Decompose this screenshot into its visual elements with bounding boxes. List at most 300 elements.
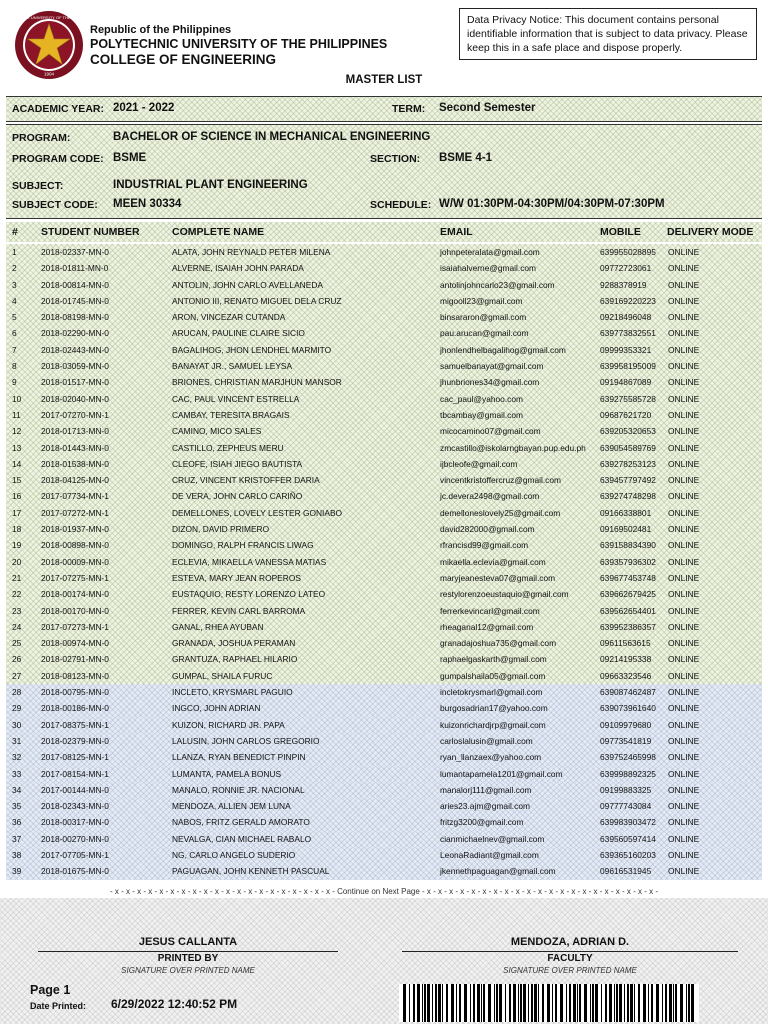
- program-code-label: PROGRAM CODE:: [12, 153, 104, 165]
- page-number: Page 1: [30, 983, 71, 997]
- row-number: 2: [12, 263, 17, 274]
- barcode-bar: [648, 984, 649, 1022]
- delivery-mode: ONLINE: [668, 670, 700, 681]
- student-number: 2018-01811-MN-0: [41, 263, 109, 274]
- barcode-bar: [691, 984, 694, 1022]
- row-number: 8: [12, 361, 17, 372]
- row-number: 31: [12, 735, 22, 746]
- student-email: lumantapamela1201@gmail.com: [440, 768, 563, 779]
- barcode-bar: [675, 984, 677, 1022]
- row-number: 15: [12, 475, 22, 486]
- student-name: MENDOZA, ALLIEN JEM LUNA: [172, 801, 291, 812]
- barcode-bar: [584, 984, 587, 1022]
- barcode-bar: [427, 984, 430, 1022]
- row-number: 26: [12, 654, 22, 665]
- student-name: BAGALIHOG, JHON LENDHEL MARMITO: [172, 344, 332, 355]
- student-mobile: 639560597414: [600, 833, 656, 844]
- signature-caption: SIGNATURE OVER PRINTED NAME: [503, 966, 637, 975]
- institution-header: [90, 24, 387, 68]
- student-number: 2018-01443-MN-0: [41, 442, 109, 453]
- row-number: 24: [12, 621, 22, 632]
- student-email: pau.arucan@gmail.com: [440, 328, 529, 339]
- student-number: 2018-00814-MN-0: [41, 279, 109, 290]
- table-row: [6, 586, 762, 602]
- delivery-mode: ONLINE: [668, 328, 700, 339]
- row-number: 36: [12, 817, 22, 828]
- delivery-mode: ONLINE: [668, 801, 700, 812]
- barcode-bar: [577, 984, 578, 1022]
- row-number: 20: [12, 556, 22, 567]
- delivery-mode: ONLINE: [668, 475, 700, 486]
- barcode-bar: [483, 984, 485, 1022]
- row-number: 7: [12, 344, 17, 355]
- student-number: 2018-02040-MN-0: [41, 393, 109, 404]
- student-name: ALATA, JOHN REYNALD PETER MILENA: [172, 247, 331, 257]
- barcode-bar: [481, 984, 482, 1022]
- table-row: [6, 749, 762, 765]
- row-number: 9: [12, 377, 17, 388]
- row-number: 12: [12, 426, 22, 437]
- section-label: SECTION:: [370, 153, 421, 165]
- student-number: 2018-00317-MN-0: [41, 817, 109, 828]
- student-email: binsararon@gmail.com: [440, 312, 527, 323]
- delivery-mode: ONLINE: [668, 866, 700, 877]
- student-name: LLANZA, RYAN BENEDICT PINPIN: [172, 752, 306, 763]
- delivery-mode: ONLINE: [668, 638, 700, 649]
- delivery-mode: ONLINE: [668, 263, 700, 274]
- delivery-mode: ONLINE: [668, 409, 700, 420]
- delivery-mode: ONLINE: [668, 654, 700, 665]
- subject-value: INDUSTRIAL PLANT ENGINEERING: [113, 179, 308, 191]
- student-mobile: 09772723061: [600, 263, 652, 274]
- barcode-bar: [488, 984, 491, 1022]
- row-number: 5: [12, 312, 17, 323]
- barcode-bar: [518, 984, 519, 1022]
- student-name: ANTONIO III, RENATO MIGUEL DELA CRUZ: [172, 295, 342, 306]
- delivery-mode: ONLINE: [668, 247, 700, 257]
- barcode-bar: [573, 984, 576, 1022]
- student-number: 2018-00170-MN-0: [41, 605, 109, 616]
- student-number: 2018-00186-MN-0: [41, 703, 109, 714]
- row-number: 30: [12, 719, 22, 730]
- row-number: 10: [12, 393, 22, 404]
- delivery-mode: ONLINE: [668, 361, 700, 372]
- seal-year: 1904: [43, 71, 55, 77]
- student-email: micocamino07@gmail.com: [440, 426, 541, 437]
- student-name: DE VERA, JOHN CARLO CARIÑO: [172, 491, 303, 502]
- barcode-bar: [634, 984, 635, 1022]
- row-number: 33: [12, 768, 22, 779]
- delivery-mode: ONLINE: [668, 507, 700, 518]
- barcode-bar: [422, 984, 423, 1022]
- student-email: maryjeanesteva07@gmail.com: [440, 572, 556, 583]
- delivery-mode: ONLINE: [668, 377, 700, 388]
- student-number: 2017-07705-MN-1: [41, 849, 109, 860]
- student-email: tbcambay@gmail.com: [440, 409, 523, 420]
- barcode-bar: [499, 984, 502, 1022]
- student-email: cianmichaelnev@gmail.com: [440, 833, 545, 844]
- student-email: rheaganal12@gmail.com: [440, 621, 534, 632]
- student-email: jkennethpaguagan@gmail.com: [440, 866, 556, 877]
- student-number: 2018-02290-MN-0: [41, 328, 109, 339]
- student-mobile: 09199883325: [600, 784, 652, 795]
- table-row: [6, 798, 762, 814]
- barcode-bar: [627, 984, 629, 1022]
- barcode-bar: [609, 984, 612, 1022]
- student-name: ALVERNE, ISAIAH JOHN PARADA: [172, 263, 304, 274]
- student-number: 2018-00795-MN-0: [41, 687, 109, 698]
- delivery-mode: ONLINE: [668, 752, 700, 763]
- student-name: CLEOFE, ISIAH JIEGO BAUTISTA: [172, 458, 303, 469]
- student-email: jhunbriones34@gmail.com: [440, 377, 540, 388]
- student-number: 2017-00144-MN-0: [41, 784, 109, 795]
- student-email: johnpeteralata@gmail.com: [440, 247, 540, 257]
- student-email: demelloneslovely25@gmail.com: [440, 507, 561, 518]
- row-number: 13: [12, 442, 22, 453]
- delivery-mode: ONLINE: [668, 589, 700, 600]
- student-mobile: 09611563615: [600, 638, 651, 649]
- barcode-bar: [638, 984, 640, 1022]
- header-mobile: MOBILE: [600, 226, 641, 238]
- student-mobile: 639158834390: [600, 540, 656, 551]
- student-mobile: 09999353321: [600, 344, 652, 355]
- barcode-bar: [417, 984, 420, 1022]
- table-row: [6, 440, 762, 456]
- student-number: 2017-07275-MN-1: [41, 572, 109, 583]
- table-row: [6, 766, 762, 782]
- barcode-bar: [579, 984, 581, 1022]
- student-email: jhonlendhelbagalihog@gmail.com: [440, 344, 566, 355]
- table-row: [6, 863, 762, 879]
- barcode-bar: [651, 984, 653, 1022]
- university-seal-logo: [1, 10, 97, 80]
- student-number: 2018-02791-MN-0: [41, 654, 109, 665]
- table-row: [6, 521, 762, 537]
- program-code-value: BSME: [113, 152, 147, 164]
- row-number: 11: [12, 409, 21, 420]
- barcode-bar: [509, 984, 511, 1022]
- row-number: 6: [12, 328, 17, 339]
- table-row: [6, 505, 762, 521]
- table-row: [6, 277, 762, 293]
- signature-line: [38, 951, 338, 952]
- barcode-bar: [605, 984, 607, 1022]
- row-number: 1: [12, 247, 17, 257]
- delivery-mode: ONLINE: [668, 849, 700, 860]
- student-mobile: 09109979680: [600, 719, 652, 730]
- student-name: INGCO, JOHN ADRIAN: [172, 703, 261, 714]
- student-email: kuizonrichardjrp@gmail.com: [440, 719, 546, 730]
- student-mobile: 639958195009: [600, 361, 656, 372]
- row-number: 39: [12, 866, 22, 877]
- university-name: POLYTECHNIC UNIVERSITY OF THE PHILIPPINES: [90, 37, 388, 51]
- barcode-bar: [560, 984, 563, 1022]
- barcode-bar: [435, 984, 437, 1022]
- student-email: samuelbanayat@gmail.com: [440, 361, 544, 372]
- program-info-box: [6, 124, 762, 219]
- delivery-mode: ONLINE: [668, 833, 700, 844]
- table-row: [6, 651, 762, 667]
- student-name: ANTOLIN, JOHN CARLO AVELLANEDA: [172, 279, 323, 290]
- barcode-bar: [665, 984, 667, 1022]
- barcode-bar: [547, 984, 550, 1022]
- student-email: restylorenzoeustaquio@gmail.com: [440, 589, 569, 600]
- student-email: LeonaRadiant@gmail.com: [440, 849, 539, 860]
- student-number: 2018-02343-MN-0: [41, 801, 109, 812]
- student-mobile: 639274748298: [600, 491, 656, 502]
- student-mobile: 639955028895: [600, 247, 656, 257]
- student-email: jc.devera2498@gmail.com: [440, 491, 540, 502]
- table-row: [6, 423, 762, 439]
- row-number: 17: [12, 507, 22, 518]
- student-number: 2018-00898-MN-0: [41, 540, 109, 551]
- student-email: rfrancisd99@gmail.com: [440, 540, 529, 551]
- student-mobile: 09687621720: [600, 409, 652, 420]
- delivery-mode: ONLINE: [668, 344, 700, 355]
- barcode-bar: [673, 984, 674, 1022]
- student-name: ARUCAN, PAULINE CLAIRE SICIO: [172, 328, 305, 339]
- student-number: 2017-08375-MN-1: [41, 719, 109, 730]
- student-name: DOMINGO, RALPH FRANCIS LIWAG: [172, 540, 314, 551]
- student-name: ECLEVIA, MIKAELLA VANESSA MATIAS: [172, 556, 327, 567]
- header-delivery-mode: DELIVERY MODE: [667, 226, 754, 238]
- student-number: 2018-00974-MN-0: [41, 638, 109, 649]
- signature-caption: SIGNATURE OVER PRINTED NAME: [121, 966, 255, 975]
- college-name: COLLEGE OF ENGINEERING: [90, 52, 277, 67]
- barcode-bar: [424, 984, 426, 1022]
- table-row: [6, 782, 762, 798]
- barcode-bar: [688, 984, 690, 1022]
- delivery-mode: ONLINE: [668, 784, 700, 795]
- row-number: 19: [12, 540, 22, 551]
- row-number: 23: [12, 605, 22, 616]
- student-email: granadajoshua735@gmail.com: [440, 638, 557, 649]
- table-row: [6, 488, 762, 504]
- subject-code-label: SUBJECT CODE:: [12, 199, 98, 211]
- student-email: raphaelgaskarth@gmail.com: [440, 654, 547, 665]
- delivery-mode: ONLINE: [668, 312, 700, 323]
- barcode-bar: [513, 984, 516, 1022]
- student-mobile: 9288378919: [600, 279, 647, 290]
- barcode-bar: [643, 984, 646, 1022]
- student-number: 2018-01675-MN-0: [41, 866, 109, 877]
- barcode-bar: [413, 984, 415, 1022]
- student-email: aries23.ajm@gmail.com: [440, 801, 530, 812]
- student-name: CASTILLO, ZEPHEUS MERU: [172, 442, 284, 453]
- barcode-bar: [686, 984, 687, 1022]
- student-number: 2018-02443-MN-0: [41, 344, 109, 355]
- section-value: BSME 4-1: [439, 152, 493, 164]
- date-printed-value: 6/29/2022 12:40:52 PM: [111, 997, 238, 1011]
- student-mobile: 639087462487: [600, 687, 656, 698]
- student-number: 2018-01937-MN-0: [41, 524, 109, 535]
- delivery-mode: ONLINE: [668, 458, 700, 469]
- student-name: PAGUAGAN, JOHN KENNETH PASCUAL: [172, 866, 330, 877]
- student-number: 2018-08123-MN-0: [41, 670, 109, 681]
- student-mobile: 09218496048: [600, 312, 652, 323]
- student-name: GANAL, RHEA AYUBAN: [172, 621, 264, 632]
- subject-code-value: MEEN 30334: [113, 198, 182, 210]
- student-email: david282000@gmail.com: [440, 524, 535, 535]
- term-value: Second Semester: [439, 102, 536, 114]
- student-name: GRANTUZA, RAPHAEL HILARIO: [172, 654, 298, 665]
- table-row: [6, 668, 762, 684]
- student-email: antolinjohncarlo23@gmail.com: [440, 279, 555, 290]
- student-number: 2018-00009-MN-0: [41, 556, 109, 567]
- barcode-bar: [456, 984, 457, 1022]
- student-name: FERRER, KEVIN CARL BARROMA: [172, 605, 306, 616]
- barcode-bar: [470, 984, 471, 1022]
- delivery-mode: ONLINE: [668, 540, 700, 551]
- student-number: 2017-07270-MN-1: [41, 409, 109, 420]
- barcode-bar: [630, 984, 633, 1022]
- barcode-bar: [542, 984, 544, 1022]
- student-number: 2017-07272-MN-1: [41, 507, 109, 518]
- header-student-number: STUDENT NUMBER: [41, 226, 140, 238]
- delivery-mode: ONLINE: [668, 426, 700, 437]
- delivery-mode: ONLINE: [668, 817, 700, 828]
- barcode-bar: [552, 984, 553, 1022]
- seal-text: POLYTECHNIC UNIVERSITY OF THE PHILIPPINES: [1, 15, 97, 20]
- printed-by-name: JESUS CALLANTA: [138, 936, 238, 948]
- data-privacy-notice: Data Privacy Notice: This document contains personal identifiable information that is subject to data privacy. Please keep this in a safe place and dispose properly.: [459, 8, 757, 60]
- student-mobile: 639952386357: [600, 621, 656, 632]
- barcode-bar: [438, 984, 441, 1022]
- date-printed-label: Date Printed:: [30, 1001, 87, 1011]
- program-label: PROGRAM:: [12, 132, 71, 144]
- student-name: LALUSIN, JOHN CARLOS GREGORIO: [172, 735, 320, 746]
- student-mobile: 639662679425: [600, 589, 656, 600]
- row-number: 25: [12, 638, 22, 649]
- row-number: 37: [12, 833, 22, 844]
- delivery-mode: ONLINE: [668, 556, 700, 567]
- table-row: [6, 374, 762, 390]
- student-mobile: 639073961640: [600, 703, 656, 714]
- student-email: mikaella.eclevia@gmail.com: [440, 556, 546, 567]
- student-number: 2017-08154-MN-1: [41, 768, 109, 779]
- student-email: cac_paul@yahoo.com: [440, 393, 523, 404]
- student-name: CAMINO, MICO SALES: [172, 426, 262, 437]
- student-mobile: 09777743084: [600, 801, 652, 812]
- student-name: GUMPAL, SHAILA FURUC: [172, 670, 273, 681]
- barcode-bar: [566, 984, 567, 1022]
- schedule-value: W/W 01:30PM-04:30PM/04:30PM-07:30PM: [439, 198, 665, 210]
- student-name: DEMELLONES, LOVELY LESTER GONIABO: [172, 507, 343, 518]
- delivery-mode: ONLINE: [668, 491, 700, 502]
- table-row: [6, 537, 762, 553]
- continue-on-next-page: - x - x - x - x - x - x - x - x - x - x - x - x - x - x - x - x - x - x - x - x - Continue on Next Page - x - x - x - x - x - x - x - x - x - x - x - x - x - x - x - x - x - x - x - x - x -: [110, 887, 658, 896]
- student-mobile: 639205320653: [600, 426, 656, 437]
- barcode-bar: [477, 984, 480, 1022]
- table-row: [6, 293, 762, 309]
- delivery-mode: ONLINE: [668, 605, 700, 616]
- delivery-mode: ONLINE: [668, 719, 700, 730]
- student-email: fritzg3200@gmail.com: [440, 817, 524, 828]
- delivery-mode: ONLINE: [668, 768, 700, 779]
- row-number: 14: [12, 458, 22, 469]
- barcode-bar: [680, 984, 683, 1022]
- barcode-bar: [464, 984, 467, 1022]
- document-title: MASTER LIST: [345, 74, 423, 86]
- student-name: BRIONES, CHRISTIAN MARJHUN MANSOR: [172, 377, 342, 388]
- student-name: CAMBAY, TERESITA BRAGAIS: [172, 409, 290, 420]
- row-number: 16: [12, 491, 22, 502]
- row-number: 38: [12, 849, 22, 860]
- barcode: [399, 984, 699, 1022]
- barcode-bar: [459, 984, 461, 1022]
- faculty-name: MENDOZA, ADRIAN D.: [510, 936, 630, 948]
- barcode-bar: [569, 984, 571, 1022]
- table-row: [6, 717, 762, 733]
- row-number: 4: [12, 295, 17, 306]
- student-mobile: 639357936302: [600, 556, 656, 567]
- student-mobile: 639752465998: [600, 752, 656, 763]
- table-row: [6, 700, 762, 716]
- barcode-bar: [614, 984, 615, 1022]
- barcode-bar: [590, 984, 591, 1022]
- student-name: NEVALGA, CIAN MICHAEL RABALO: [172, 833, 312, 844]
- barcode-bar: [592, 984, 594, 1022]
- barcode-bar: [555, 984, 557, 1022]
- delivery-mode: ONLINE: [668, 703, 700, 714]
- barcode-bar: [601, 984, 602, 1022]
- student-mobile: 639054589769: [600, 442, 656, 453]
- student-number: 2017-07734-MN-1: [41, 491, 109, 502]
- student-name: ARON, VINCEZAR CUTANDA: [172, 312, 286, 323]
- student-number: 2018-00174-MN-0: [41, 589, 109, 600]
- table-row: [6, 619, 762, 635]
- barcode-bar: [534, 984, 537, 1022]
- student-name: EUSTAQUIO, RESTY LORENZO LATEO: [172, 589, 326, 600]
- student-mobile: 09214195338: [600, 654, 652, 665]
- table-row: [6, 472, 762, 488]
- barcode-bar: [505, 984, 506, 1022]
- table-row: [6, 260, 762, 276]
- table-row: [6, 407, 762, 423]
- student-mobile: 639169220223: [600, 295, 656, 306]
- printed-by-block: [38, 936, 338, 975]
- academic-year-value: 2021 - 2022: [113, 102, 175, 114]
- student-number: 2017-08125-MN-1: [41, 752, 109, 763]
- table-row: [6, 733, 762, 749]
- student-name: LUMANTA, PAMELA BONUS: [172, 768, 282, 779]
- table-row: [6, 847, 762, 863]
- student-mobile: 09169502481: [600, 524, 652, 535]
- student-mobile: 639998892325: [600, 768, 656, 779]
- delivery-mode: ONLINE: [668, 295, 700, 306]
- table-row: [6, 358, 762, 374]
- table-row: [6, 570, 762, 586]
- row-number: 3: [12, 279, 17, 290]
- barcode-bar: [409, 984, 410, 1022]
- student-name: MANALO, RONNIE JR. NACIONAL: [172, 784, 305, 795]
- academic-info-box: [6, 96, 762, 122]
- student-email: ferrerkevincarl@gmail.com: [440, 605, 540, 616]
- barcode-bar: [616, 984, 618, 1022]
- student-mobile: 639773832551: [600, 328, 656, 339]
- student-number: 2018-01713-MN-0: [41, 426, 109, 437]
- student-name: GRANADA, JOSHUA PERAMAN: [172, 638, 296, 649]
- student-name: KUIZON, RICHARD JR. PAPA: [172, 719, 285, 730]
- row-number: 28: [12, 687, 22, 698]
- delivery-mode: ONLINE: [668, 735, 700, 746]
- barcode-bar: [624, 984, 625, 1022]
- student-mobile: 639278253123: [600, 458, 656, 469]
- student-name: NG, CARLO ANGELO SUDERIO: [172, 849, 296, 860]
- barcode-bar: [432, 984, 433, 1022]
- barcode-bar: [520, 984, 522, 1022]
- delivery-mode: ONLINE: [668, 621, 700, 632]
